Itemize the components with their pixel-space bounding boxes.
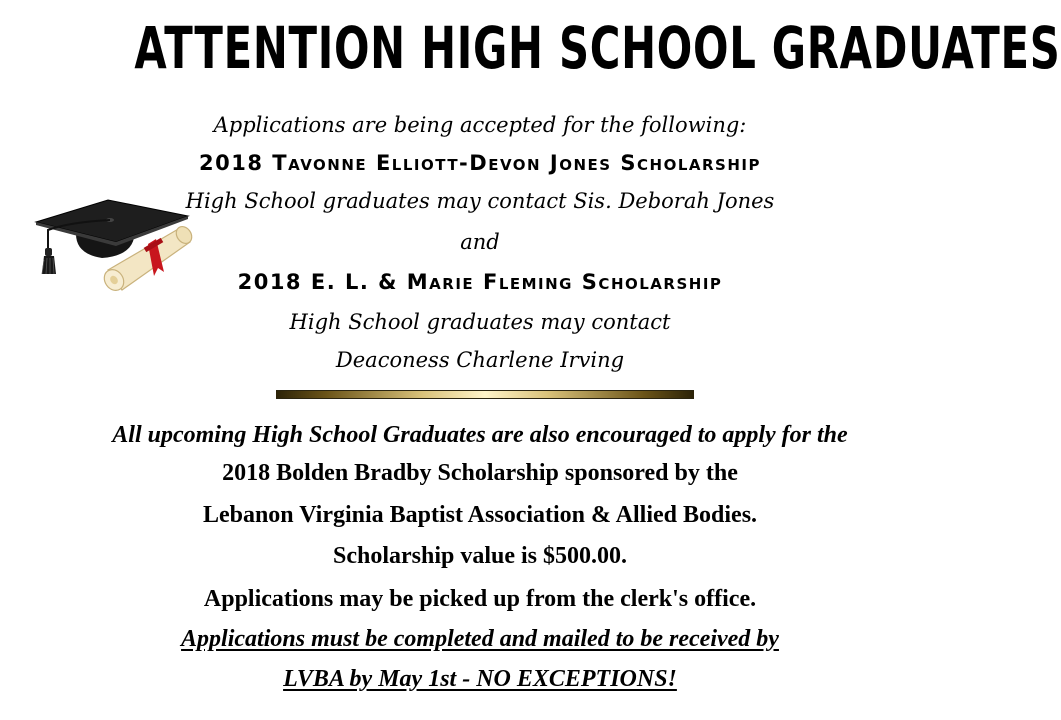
body-line-2: 2018 Bolden Bradby Scholarship sponsored by the — [222, 460, 738, 486]
conjunction-text: and — [460, 230, 500, 254]
graduation-cap-and-diploma-icon — [30, 192, 195, 300]
body-line-6 — [0, 624, 960, 654]
body-line-4: Scholarship value is $500.00. — [332, 543, 628, 569]
body-line-7 — [0, 664, 960, 694]
body-line-1: All upcoming High School Graduates are also encouraged to apply for the — [112, 422, 848, 448]
scholarship-1-contact: High School graduates may contact Sis. Deborah Jones — [185, 189, 775, 213]
scholarship-2-title: 2018 E. L. & Marie Fleming Scholarship — [237, 270, 723, 294]
body-line-3: Lebanon Virginia Baptist Association & Allied Bodies. — [202, 502, 758, 528]
body-line-5: Applications may be picked up from the clerk's office. — [203, 586, 757, 612]
body-line-7-text: LVBA by May 1st - NO EXCEPTIONS! — [283, 666, 677, 692]
intro-text: Applications are being accepted for the following: — [213, 113, 747, 137]
gold-divider — [276, 390, 694, 399]
scholarship-2-contact-line1: High School graduates may contact — [289, 310, 671, 334]
page-title: ATTENTION HIGH SCHOOL GRADUATES — [134, 14, 1061, 82]
body-line-6-text: Applications must be completed and mailed to be received by — [181, 626, 779, 652]
scholarship-2-contact-line2: Deaconess Charlene Irving — [335, 348, 625, 372]
scholarship-1-title: 2018 Tavonne Elliott-Devon Jones Scholarship — [199, 151, 761, 175]
